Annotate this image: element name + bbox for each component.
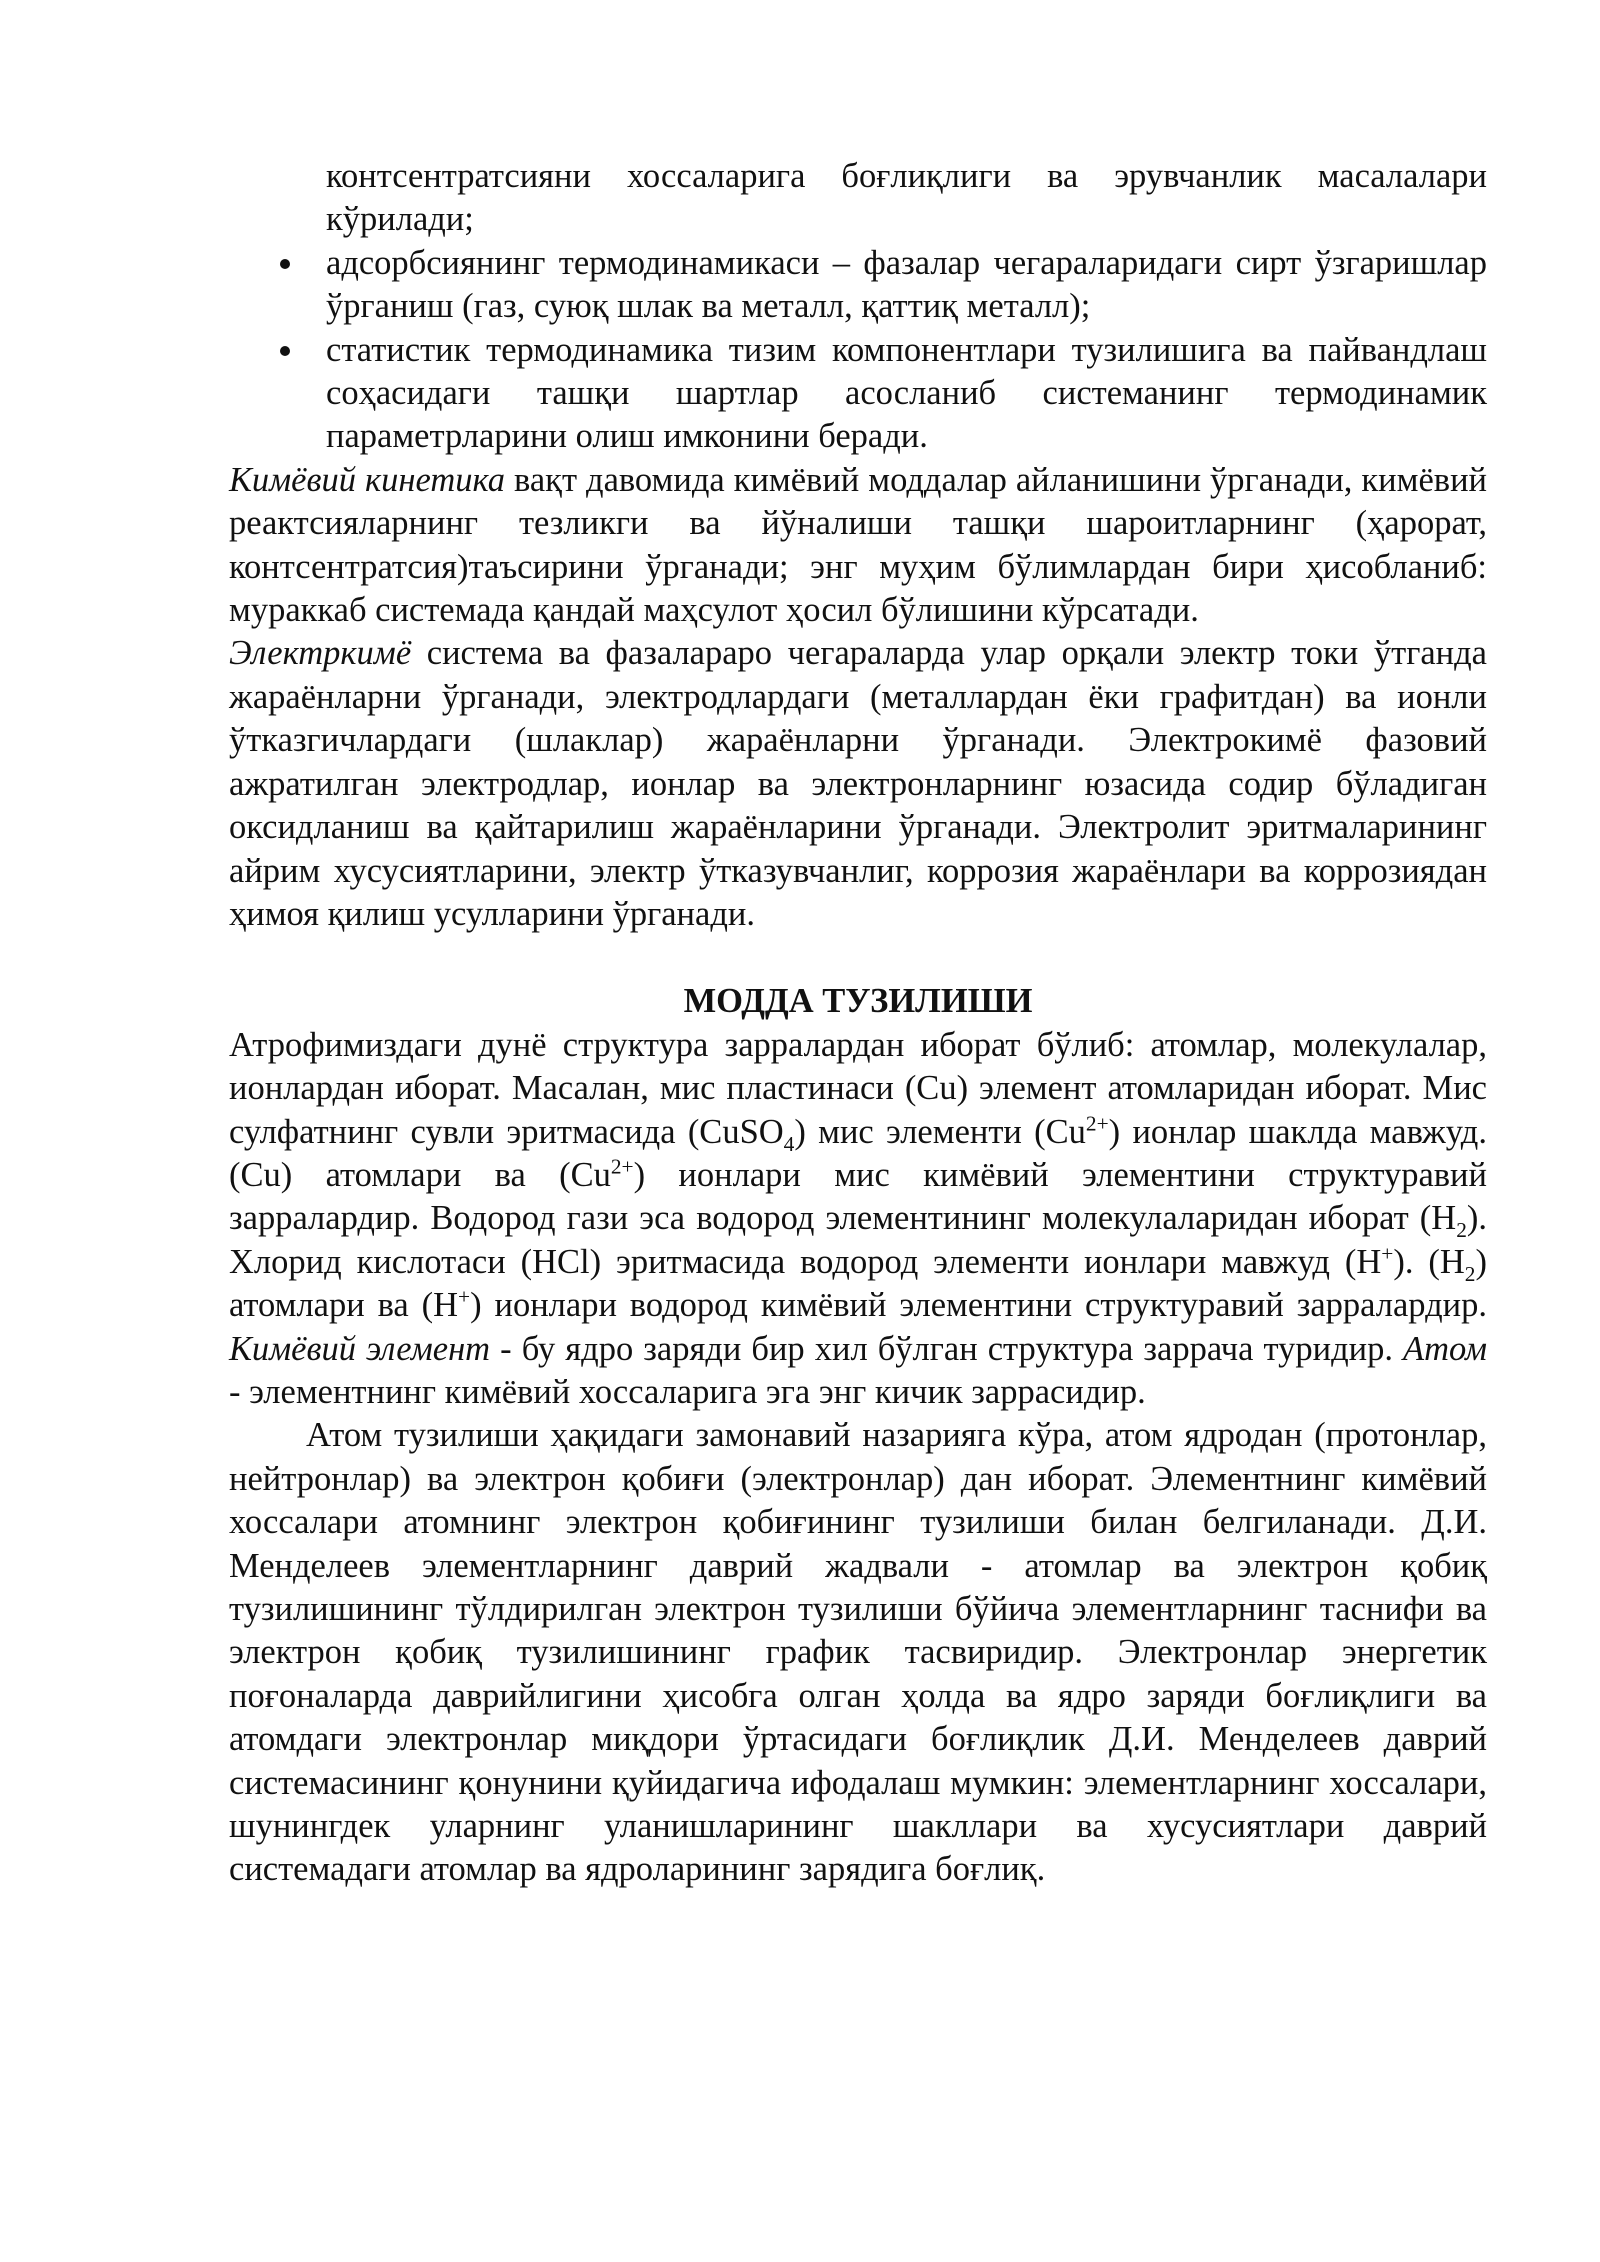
structure-text: ) ионлари мис кимёвий элементини структуравий зарралардир. Водород гази эса водород элементининг молекулаларидан иборат (H [229,1155,1487,1238]
bullet-list [229,242,1487,459]
electrochemistry-paragraph [229,632,1487,936]
subscript: 2 [1456,1218,1467,1243]
electrochemistry-term: Электркимё [229,634,412,673]
superscript: + [458,1284,471,1309]
structure-text: ) ионлари водород кимёвий элементини структуравий зарралардир. [470,1286,1487,1325]
atom-term: Атом [1403,1329,1487,1368]
continued-paragraph: контсентратсияни хоссаларига боғлиқлиги ва эрувчанлик масалалари кўрилади; [326,157,1487,239]
electrochemistry-text: система ва фазалараро чегараларда улар орқали электр токи ўтганда жараёнларни ўрганади, электродлардаги (металлардан ёки графитдан) ва ионли ўтказгичлардаги (шлаклар) жараёнларни ўрганади. Электрокимё фазовий ажратилган электродлар, ионлар ва электронларнинг юзасида содир бўладиган оксидланиш ва қайтарилиш жараёнларини ўрганади. Электролит эритмаларининг айрим хусусиятларини, электр ўтказувчанлиг, коррозия жараёнлари ва коррозиядан ҳимоя қилиш усулларини ўрганади. [229,634,1487,933]
superscript: 2+ [610,1154,634,1179]
structure-text: ) мис элементи (Cu [794,1112,1086,1151]
kinetics-text: вақт давомида кимёвий моддалар айланишини ўрганади, кимёвий реактсияларнинг тезликги ва йўналиши ташқи шароитларнинг (ҳарорат, контсентратсия)таъсирини ўрганади; энг муҳим бўлимлардан бири ҳисобланиб: мураккаб системада қандай маҳсулот ҳосил бўлишини кўрсатади. [229,460,1488,630]
spacer [229,936,1487,980]
kinetics-term: Кимёвий кинетика [229,460,506,499]
list-item [229,329,1487,459]
bullet-text: статистик термодинамика тизим компонентлари тузилишига ва пайвандлаш соҳасидаги ташқи шартлар асосланиб системанинг термодинамик параметрларини олиш имконини беради. [326,330,1487,456]
bullet-icon [280,259,290,269]
subscript: 2 [1464,1261,1476,1286]
structure-text: ) ионлар шаклда мавжуд. (Cu) атомлари ва (Cu [229,1112,1487,1194]
list-item [229,242,1487,329]
bullet-text: адсорбсиянинг термодинамикаси – фазалар чегараларидаги сирт ўзгаришлар ўрганиш (газ, суюқ шлак ва металл, қаттиқ металл); [326,243,1487,326]
bullet-icon [280,346,290,356]
structure-paragraph [229,1024,1487,1415]
structure-text: ). Хлорид кислотаси (HCl) эритмасида водород элементи ионлари мавжуд (H [229,1199,1487,1281]
structure-text: ) атомлари ва (H [229,1242,1487,1325]
structure-text: - бу ядро заряди бир хил бўлган структура заррача туридир. [490,1329,1404,1368]
structure-text: - элементнинг кимёвий хоссаларига эга энг кичик заррасидир. [229,1372,1146,1411]
superscript: + [1381,1241,1394,1266]
superscript: 2+ [1085,1111,1109,1136]
section-heading: МОДДА ТУЗИЛИШИ [683,982,1033,1021]
kinetics-paragraph [229,459,1487,633]
atom-theory-paragraph: Атом тузилиши ҳақидаги замонавий назарияга кўра, атом ядродан (протонлар, нейтронлар) ва электрон қобиғи (электронлар) дан иборат. Элементнинг кимёвий хоссалари атомнинг электрон қобиғининг тузилиши билан белгиланади. Д.И. Менделеев элементларнинг даврий жадвали - атомлар ва электрон қобиқ тузилишининг тўлдирилган электрон тузилиши бўйича элементларнинг таснифи ва электрон қобиқ тузилишининг график тасвиридир. Электронлар энергетик поғоналарда даврийлигини ҳисобга олган ҳолда ва ядро заряди боғлиқлиги ва атомдаги электронлар миқдори ўртасидаги боғлиқлик Д.И. Менделеев даврий системасининг қонунини қуйидагича ифодалаш мумкин: элементларнинг хоссалари, шунингдек уларнинг уланишларининг шакллари ва хусусиятлари даврий системадаги атомлар ва ядроларининг зарядига боғлиқ. [229,1416,1487,1889]
structure-text: ). (H [1393,1242,1465,1281]
document-page [229,155,1487,1892]
element-term: Кимёвий элемент [229,1329,491,1368]
structure-text: Атрофимиздаги дунё структура зарралардан иборат бўлиб: атомлар, молекулалар, ионлардан иборат. Масалан, мис пластинаси (Cu) элемент атомларидан иборат. Мис сулфатнинг сувли эритмасида (CuSO [229,1025,1487,1151]
subscript: 4 [783,1131,795,1156]
